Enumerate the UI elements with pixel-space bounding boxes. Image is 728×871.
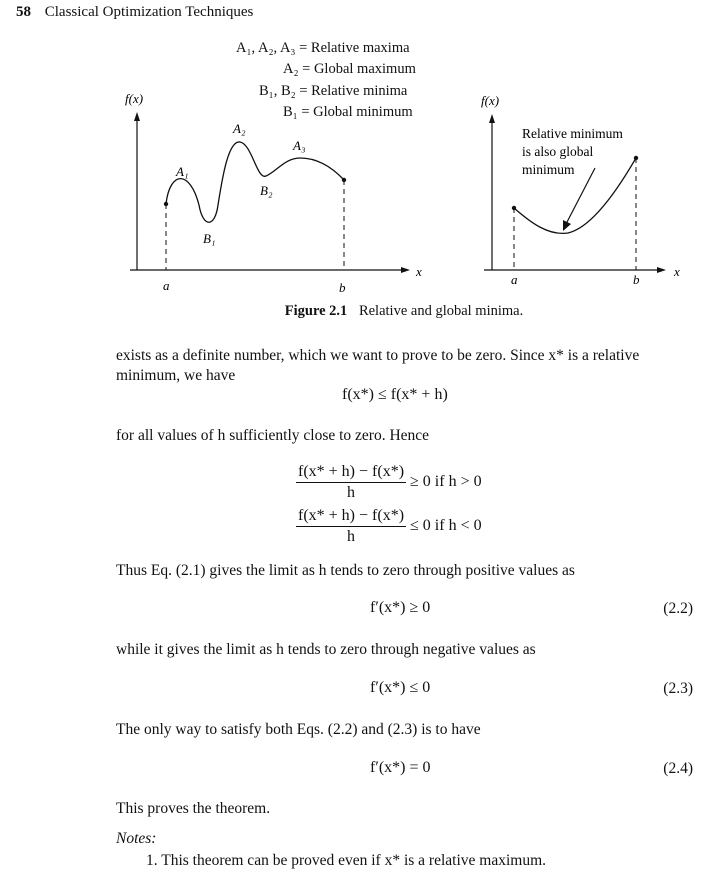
right-tick-a: a <box>511 272 518 287</box>
notes-heading: Notes: <box>116 830 157 847</box>
right-plot <box>481 93 680 287</box>
equation-number-2-3: (2.3) <box>663 680 693 697</box>
left-plot <box>125 91 422 295</box>
label-a2: A₂ <box>233 121 246 136</box>
fraction-1 <box>296 462 406 503</box>
paragraph-5: The only way to satisfy both Eqs. (2.2) and (2.3) is to have <box>116 721 481 738</box>
fraction-2-relation: ≤ 0 if h < 0 <box>410 517 482 535</box>
legend-line-4: B₁ = Global minimum <box>283 104 413 120</box>
right-annotation-line-1: Relative minimum <box>522 126 623 141</box>
equation-2-2: f′(x*) ≥ 0 <box>370 599 431 616</box>
right-x-arrow <box>657 267 666 273</box>
right-ylabel: f(x) <box>481 93 500 108</box>
paragraph-6: This proves the theorem. <box>116 800 271 817</box>
fraction-2 <box>296 506 406 547</box>
caption-text: Relative and global minima. <box>358 303 524 319</box>
equation-inequality: f(x*) ≤ f(x* + h) <box>342 386 448 403</box>
label-b1: B₁ <box>203 231 216 246</box>
fraction-1-numerator: f(x* + h) − f(x*) <box>296 462 406 483</box>
left-tick-b: b <box>339 280 346 295</box>
left-ylabel: f(x) <box>125 91 144 106</box>
figure-caption <box>0 303 728 320</box>
equation-fraction-positive <box>296 462 482 503</box>
right-point-b <box>634 156 638 160</box>
paragraph-1-line-2: minimum, we have <box>116 367 236 384</box>
right-xlabel: x <box>674 264 680 279</box>
paragraph-1 <box>116 346 701 386</box>
right-annotation-line-2: is also global <box>522 144 594 159</box>
equation-2-4: f′(x*) = 0 <box>370 759 431 776</box>
paragraph-3: Thus Eq. (2.1) gives the limit as h tends to zero through positive values as <box>116 562 575 579</box>
right-tick-b: b <box>633 272 640 287</box>
caption-label: Figure 2.1 <box>284 303 348 319</box>
legend-line-2: A₂ = Global maximum <box>283 61 416 77</box>
page-number: 58 <box>16 4 31 20</box>
right-point-a <box>512 206 516 210</box>
paragraph-4: while it gives the limit as h tends to zero through negative values as <box>116 641 536 658</box>
left-xlabel: x <box>416 264 422 279</box>
label-a3: A₃ <box>293 138 306 153</box>
note-1-partial: 1. This theorem can be proved even if x* is a relative maximum. <box>146 852 547 869</box>
equation-number-2-4: (2.4) <box>663 760 693 777</box>
equation-number-2-2: (2.2) <box>663 600 693 617</box>
figure-plots <box>0 0 728 300</box>
paragraph-2: for all values of h sufficiently close to zero. Hence <box>116 427 430 444</box>
left-x-arrow <box>401 267 410 273</box>
left-point-a <box>164 202 168 206</box>
legend-line-1: A₁, A₂, A₃ = Relative maxima <box>236 40 410 56</box>
equation-fraction-negative <box>296 506 482 547</box>
left-curve <box>166 142 344 222</box>
right-annotation-line-3: minimum <box>522 162 575 177</box>
fraction-2-numerator: f(x* + h) − f(x*) <box>296 506 406 527</box>
fraction-1-relation: ≥ 0 if h > 0 <box>410 473 482 491</box>
running-title: Classical Optimization Techniques <box>44 4 254 20</box>
left-tick-a: a <box>163 278 170 293</box>
label-b2: B₂ <box>260 183 273 198</box>
legend-line-3: B₁, B₂ = Relative minima <box>259 83 408 99</box>
equation-2-3: f′(x*) ≤ 0 <box>370 679 431 696</box>
paragraph-1-line-1: exists as a definite number, which we want to prove to be zero. Since x* is a relative <box>116 347 640 364</box>
right-y-arrow <box>489 114 495 123</box>
left-y-arrow <box>134 112 140 121</box>
label-a1: A₁ <box>176 164 189 179</box>
fraction-1-denominator: h <box>347 484 355 501</box>
left-point-b <box>342 178 346 182</box>
fraction-2-denominator: h <box>347 528 355 545</box>
